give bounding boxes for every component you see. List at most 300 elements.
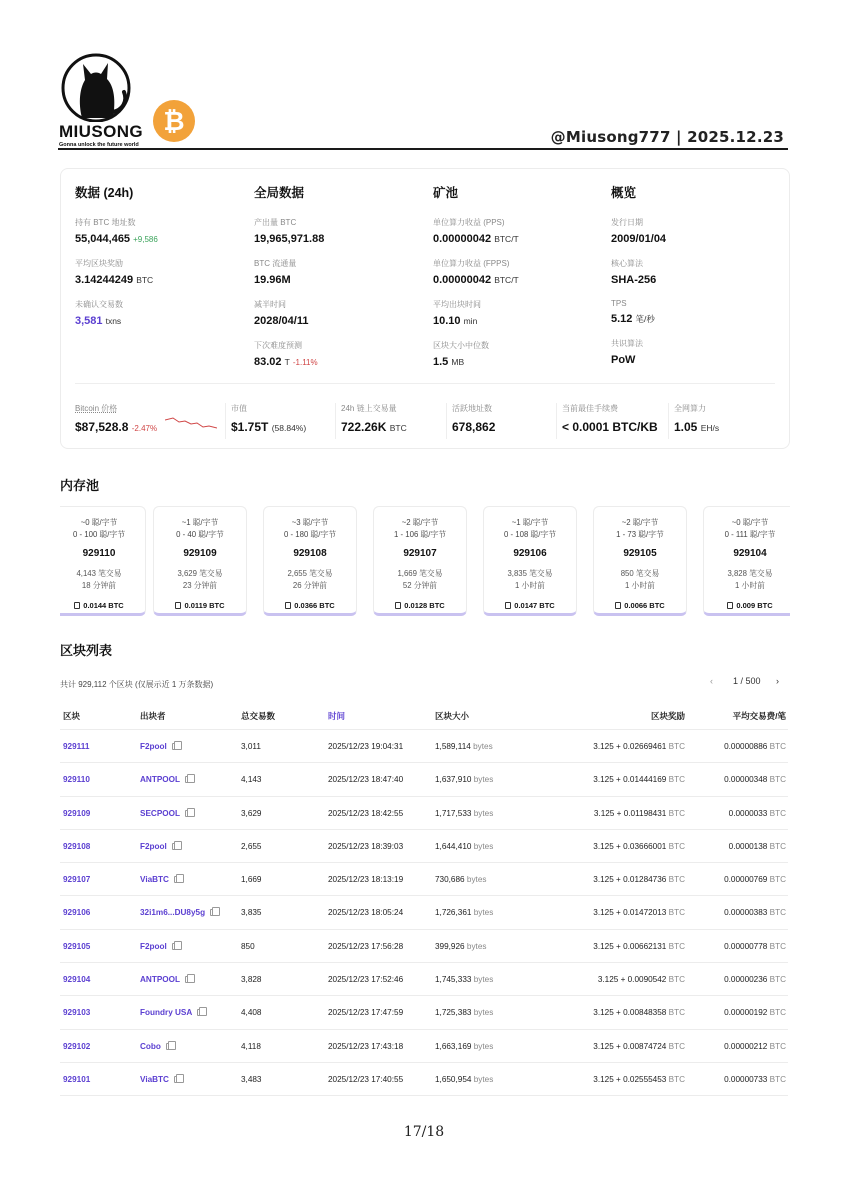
miner-cell[interactable] (140, 842, 178, 851)
miner-link[interactable]: F2pool (140, 841, 167, 851)
stat-tps (611, 299, 781, 325)
header-time[interactable]: 时间 (328, 711, 346, 721)
size-value: 399,926 (435, 941, 465, 951)
stat-label: Bitcoin 价格 (75, 404, 118, 413)
avg-fee-cell (724, 775, 786, 784)
header-miner[interactable]: 出块者 (140, 711, 166, 721)
reward-cell (594, 809, 685, 818)
stats-column-24h (75, 183, 245, 340)
stat-value (75, 274, 245, 286)
time-cell: 2025/12/23 17:40:55 (328, 1074, 404, 1084)
time-cell: 2025/12/23 18:47:40 (328, 775, 404, 785)
avg-fee-unit: BTC (769, 975, 786, 985)
block-fee-btc: 0.009 BTC (736, 601, 773, 610)
copy-icon[interactable] (174, 876, 180, 883)
miner-cell[interactable] (140, 1075, 180, 1084)
stat-value (254, 356, 424, 368)
size-value: 1,663,169 (435, 1041, 472, 1051)
block-time-ago: 1 小时前 (735, 581, 765, 590)
block-fee-range: 0 - 108 聪/字节 (504, 530, 556, 539)
size-unit: bytes (473, 841, 494, 851)
miner-link[interactable]: ANTPOOL (140, 975, 181, 985)
stat-fpps (433, 258, 603, 286)
table-header (60, 700, 788, 730)
avg-fee-unit: BTC (769, 941, 786, 951)
stat-delta-up: +9,586 (133, 235, 158, 244)
avg-fee-value: 0.00000778 (724, 941, 768, 951)
block-tx-count: 3,629 笔交易 (177, 569, 223, 578)
header-block[interactable]: 区块 (63, 711, 81, 721)
reward-value: 3.125 + 0.00848358 (593, 1008, 667, 1018)
stat-value (611, 313, 781, 325)
table-row[interactable] (60, 763, 788, 796)
reward-unit: BTC (668, 875, 685, 885)
size-value: 1,745,333 (435, 975, 472, 985)
reward-unit: BTC (668, 1008, 685, 1018)
stat-label: 核心算法 (611, 259, 643, 268)
column-title: 矿池 (433, 186, 459, 200)
stat-number: 10.10 (433, 315, 461, 327)
reward-unit: BTC (668, 841, 685, 851)
reward-cell (593, 942, 685, 951)
stat-value: 19,965,971.88 (254, 233, 325, 245)
page-number: 17/18 (403, 1124, 445, 1140)
copy-icon[interactable] (174, 1076, 180, 1083)
header-avg-fee[interactable]: 平均交易费/笔 (732, 711, 786, 721)
copy-icon[interactable] (197, 1009, 203, 1016)
pagination-next-button[interactable]: › (776, 676, 779, 686)
size-cell (435, 809, 493, 818)
time-cell: 2025/12/23 17:47:59 (328, 1008, 404, 1018)
avg-fee-cell (724, 908, 786, 917)
mempool-block-card[interactable] (703, 506, 790, 616)
table-row[interactable] (60, 963, 788, 996)
tx-count-cell: 2,655 (241, 841, 262, 851)
stat-label: 下次难度预测 (254, 341, 302, 350)
block-total-fee (60, 601, 145, 610)
block-height-link[interactable]: 929102 (63, 1041, 91, 1051)
block-height-link[interactable]: 929109 (63, 808, 91, 818)
stat-number: $87,528.8 (75, 420, 129, 434)
miner-cell[interactable] (140, 1042, 172, 1051)
reward-unit: BTC (668, 742, 685, 751)
stat-btc-produced (254, 217, 424, 245)
best-fee (556, 403, 668, 439)
stat-delta-down: -2.47% (131, 424, 158, 433)
avg-fee-unit: BTC (769, 808, 786, 818)
time-cell: 2025/12/23 18:42:55 (328, 808, 404, 818)
header-size[interactable]: 区块大小 (435, 711, 470, 721)
column-title: 数据 (24h) (75, 186, 134, 200)
tx-count-cell: 3,828 (241, 975, 262, 985)
block-height-link[interactable]: 929110 (63, 775, 90, 785)
avg-fee-cell (729, 842, 786, 851)
avg-fee-cell (724, 1075, 786, 1084)
copy-icon[interactable] (210, 909, 216, 916)
avg-fee-value: 0.00000733 (724, 1074, 768, 1084)
stat-number: 0.00000042 (433, 274, 492, 286)
blocklist-title: 区块列表 (60, 643, 113, 658)
cat-logo-icon (58, 52, 136, 122)
reward-cell (598, 975, 685, 984)
stat-number: $1.75T (231, 420, 269, 434)
size-cell (435, 908, 493, 917)
time-cell: 2025/12/23 17:43:18 (328, 1041, 404, 1051)
block-total-fee (594, 601, 686, 610)
mempool-block-card[interactable] (373, 506, 467, 616)
stat-number: 1.5 (433, 356, 449, 368)
stat-delta-down: -1.11% (292, 358, 318, 367)
mempool-block-card[interactable] (153, 506, 247, 616)
miner-link[interactable]: ViaBTC (140, 875, 169, 885)
miner-link[interactable]: Cobo (140, 1041, 161, 1051)
tx-count-cell: 3,483 (241, 1074, 262, 1084)
mempool-title: 内存池 (60, 478, 100, 493)
size-unit: bytes (473, 908, 494, 918)
block-height-link[interactable]: 929108 (63, 841, 91, 851)
size-unit: bytes (473, 1074, 494, 1084)
block-fee-range: 0 - 100 聪/字节 (73, 530, 125, 539)
reward-cell (593, 1075, 685, 1084)
network-hashrate (668, 403, 773, 439)
header-reward[interactable]: 区块奖励 (650, 711, 685, 721)
size-cell (435, 1042, 493, 1051)
size-value: 1,726,361 (435, 908, 472, 918)
column-title: 概览 (611, 186, 637, 200)
block-fee-btc: 0.0147 BTC (514, 601, 555, 610)
stat-label: 24h 链上交易量 (341, 404, 397, 413)
stat-value (75, 233, 245, 245)
stat-unit: (58.84%) (271, 423, 307, 433)
avg-fee-cell (724, 875, 786, 884)
table-row[interactable] (60, 797, 788, 830)
stat-label: 当前最佳手续费 (562, 404, 618, 413)
size-cell (435, 742, 493, 751)
stat-number: 0.00000042 (433, 233, 492, 245)
tx-count-cell: 4,143 (241, 775, 262, 785)
table-row[interactable] (60, 896, 788, 929)
block-tx-count: 850 笔交易 (620, 569, 660, 578)
stat-unit: txns (105, 316, 122, 326)
mempool-block-card[interactable] (483, 506, 577, 616)
block-total-fee (704, 601, 790, 610)
block-fee: ~1 聪/字节 (181, 518, 219, 527)
reward-unit: BTC (668, 808, 685, 818)
miner-cell[interactable] (140, 742, 178, 751)
block-height-link[interactable]: 929103 (63, 1008, 91, 1018)
avg-fee-value: 0.00000236 (724, 975, 768, 985)
stat-value (433, 356, 603, 368)
reward-cell (593, 775, 685, 784)
size-unit: bytes (466, 941, 487, 951)
block-time-ago: 23 分钟前 (182, 581, 218, 590)
miner-cell[interactable] (140, 975, 191, 984)
mempool-block-card[interactable] (60, 506, 146, 616)
block-fee-btc: 0.0066 BTC (624, 601, 665, 610)
avg-fee-value: 0.00000212 (724, 1041, 768, 1051)
miner-link[interactable]: F2pool (140, 742, 167, 751)
bitcoin-icon: ₿ (153, 100, 195, 142)
block-fee: ~0 聪/字节 (80, 518, 118, 527)
block-total-fee (264, 601, 356, 610)
miusong-logo (58, 52, 144, 148)
miner-cell[interactable] (140, 875, 180, 884)
block-table (60, 700, 788, 1096)
avg-fee-value: 0.0000033 (728, 808, 768, 818)
stat-number: 5.12 (611, 313, 633, 325)
avg-fee-cell (724, 1008, 786, 1017)
size-unit: bytes (473, 975, 494, 985)
copy-icon[interactable] (172, 943, 178, 950)
pagination-prev-button[interactable]: ‹ (710, 676, 713, 686)
reward-unit: BTC (668, 1041, 685, 1051)
miner-link[interactable]: SECPOOL (140, 808, 181, 818)
block-fee-btc: 0.0128 BTC (404, 601, 445, 610)
stat-label: 减半时间 (254, 300, 286, 309)
block-fee-range: 1 - 106 聪/字节 (394, 530, 446, 539)
mempool-block-card[interactable] (263, 506, 357, 616)
avg-fee-unit: BTC (769, 1008, 786, 1018)
stat-core-algorithm (611, 258, 781, 286)
size-cell (435, 975, 493, 984)
miner-cell[interactable] (140, 1008, 203, 1017)
stat-pps (433, 217, 603, 245)
avg-fee-cell (729, 809, 786, 818)
stat-value (341, 420, 445, 434)
avg-fee-value: 0.00000383 (724, 908, 768, 918)
block-tx-count: 3,835 笔交易 (507, 569, 553, 578)
table-body (60, 730, 788, 1096)
stat-halving-date (254, 299, 424, 327)
logo-text: MIUSONG (59, 122, 144, 141)
avg-fee-unit: BTC (769, 1074, 786, 1084)
miner-cell[interactable] (140, 809, 191, 818)
stat-label: 市值 (231, 404, 247, 413)
block-height: 929109 (183, 548, 217, 559)
size-value: 730,686 (435, 875, 465, 885)
reward-cell (593, 842, 685, 851)
stat-value (433, 315, 603, 327)
block-height: 929110 (82, 548, 116, 559)
table-row[interactable] (60, 830, 788, 863)
stat-value: 19.96M (254, 274, 291, 286)
document-icon (175, 602, 181, 609)
stat-unit: BTC/T (494, 275, 519, 285)
block-time-ago: 52 分钟前 (402, 581, 438, 590)
avg-fee-value: 0.00000348 (724, 775, 768, 785)
copy-icon[interactable] (185, 776, 191, 783)
stat-label: 活跃地址数 (452, 404, 492, 413)
block-tx-count: 3,828 笔交易 (727, 569, 773, 578)
stat-label: 产出量 BTC (254, 218, 297, 227)
reward-cell (593, 1008, 685, 1017)
stat-value (433, 274, 603, 286)
table-row[interactable] (60, 863, 788, 896)
size-cell (435, 775, 493, 784)
block-tx-count: 1,669 笔交易 (397, 569, 443, 578)
stats-column-global (254, 183, 424, 381)
block-fee-range: 1 - 73 聪/字节 (616, 530, 664, 539)
size-cell (435, 1008, 493, 1017)
block-fee-range: 0 - 111 聪/字节 (724, 530, 776, 539)
size-value: 1,644,410 (435, 841, 472, 851)
stat-label: 平均区块奖励 (75, 259, 123, 268)
size-unit: bytes (466, 875, 487, 885)
block-height: 929104 (733, 548, 767, 559)
reward-value: 3.125 + 0.02669461 (593, 742, 667, 751)
avg-fee-value: 0.00000769 (724, 875, 768, 885)
avg-fee-unit: BTC (769, 841, 786, 851)
avg-fee-value: 0.00000192 (724, 1008, 768, 1018)
stat-btc-circulation (254, 258, 424, 286)
block-total-fee (154, 601, 246, 610)
reward-cell (593, 1042, 685, 1051)
size-unit: bytes (473, 1041, 494, 1051)
size-value: 1,589,114 (435, 742, 471, 751)
miner-link[interactable]: F2pool (140, 941, 167, 951)
copy-icon[interactable] (172, 843, 178, 850)
avg-fee-unit: BTC (769, 908, 786, 918)
stat-value[interactable] (75, 315, 245, 327)
miner-cell[interactable] (140, 942, 178, 951)
block-height-link[interactable]: 929105 (63, 941, 91, 951)
size-unit: bytes (473, 1008, 494, 1018)
stat-btc-holding-addresses (75, 217, 245, 245)
tx-count-cell: 1,669 (241, 875, 262, 885)
reward-value: 3.125 + 0.01444169 (593, 775, 667, 785)
stat-number: 55,044,465 (75, 233, 131, 245)
time-cell: 2025/12/23 17:56:28 (328, 941, 404, 951)
block-time-ago: 26 分钟前 (292, 581, 328, 590)
block-total-fee (484, 601, 576, 610)
block-height-link[interactable]: 929101 (63, 1074, 91, 1084)
unconfirmed-txs-link[interactable]: 3,581 (75, 315, 103, 327)
stat-unit: T (284, 357, 290, 367)
stat-label: 未确认交易数 (75, 300, 123, 309)
miner-link[interactable]: ViaBTC (140, 1074, 169, 1084)
stat-number: 3.14244249 (75, 274, 134, 286)
table-row[interactable] (60, 730, 788, 763)
btc-price (75, 403, 225, 439)
page-header (58, 46, 788, 150)
time-cell: 2025/12/23 17:52:46 (328, 975, 404, 985)
miner-cell[interactable] (140, 775, 191, 784)
avg-fee-value: 0.00000886 (724, 742, 768, 751)
block-height: 929107 (403, 548, 437, 559)
size-value: 1,717,533 (435, 808, 472, 818)
stat-label: 共识算法 (611, 339, 643, 348)
block-height: 929105 (623, 548, 657, 559)
table-row[interactable] (60, 1063, 788, 1096)
block-fee-btc: 0.0366 BTC (294, 601, 335, 610)
tx-count-cell: 4,118 (241, 1041, 261, 1051)
stat-label: TPS (611, 299, 627, 308)
avg-fee-cell (724, 975, 786, 984)
block-height: 929106 (513, 548, 547, 559)
table-row[interactable] (60, 1030, 788, 1063)
onchain-volume-24h (335, 403, 445, 439)
stat-unconfirmed-txs[interactable] (75, 299, 245, 327)
miner-link[interactable]: ANTPOOL (140, 775, 181, 785)
mempool-blocks (60, 506, 790, 618)
block-time-ago: 1 小时前 (515, 581, 545, 590)
block-fee: ~2 聪/字节 (621, 518, 659, 527)
reward-value: 3.125 + 0.01284736 (593, 875, 667, 885)
table-row[interactable] (60, 996, 788, 1029)
copy-icon[interactable] (185, 976, 191, 983)
price-sparkline (165, 416, 217, 430)
stat-unit: BTC/T (494, 234, 519, 244)
stat-unit: EH/s (700, 423, 720, 433)
reward-cell (593, 742, 685, 751)
stat-unit: 笔/秒 (635, 314, 655, 324)
reward-unit: BTC (668, 941, 685, 951)
block-time-ago: 1 小时前 (625, 581, 655, 590)
size-value: 1,650,954 (435, 1074, 472, 1084)
copy-icon[interactable] (166, 1043, 172, 1050)
tx-count-cell: 4,408 (241, 1008, 262, 1018)
block-height-link[interactable]: 929106 (63, 908, 91, 918)
block-fee: ~2 聪/字节 (401, 518, 439, 527)
block-total-fee (374, 601, 466, 610)
stat-value: SHA-256 (611, 274, 657, 286)
block-height-link[interactable]: 929107 (63, 875, 91, 885)
stat-median-block-size (433, 340, 603, 368)
size-cell (435, 1075, 493, 1084)
mempool-block-card[interactable] (593, 506, 687, 616)
copy-icon[interactable] (172, 743, 178, 750)
block-fee-range: 0 - 40 聪/字节 (176, 530, 224, 539)
size-value: 1,725,383 (435, 1008, 472, 1018)
time-cell: 2025/12/23 18:13:19 (328, 875, 404, 885)
size-unit: bytes (473, 742, 493, 751)
document-icon (615, 602, 621, 609)
avg-fee-cell (724, 942, 786, 951)
avg-fee-value: 0.0000138 (728, 841, 768, 851)
market-summary-row (75, 403, 775, 439)
table-row[interactable] (60, 930, 788, 963)
block-fee: ~0 聪/字节 (731, 518, 769, 527)
block-height-link[interactable]: 929104 (63, 975, 91, 985)
reward-cell (593, 908, 685, 917)
header-tx-count[interactable]: 总交易数 (241, 711, 276, 721)
stat-consensus (611, 338, 781, 366)
copy-icon[interactable] (185, 810, 191, 817)
size-unit: bytes (473, 775, 494, 785)
block-height-link[interactable]: 929111 (63, 742, 90, 751)
block-fee-range: 0 - 180 聪/字节 (284, 530, 336, 539)
document-icon (727, 602, 733, 609)
reward-unit: BTC (668, 775, 685, 785)
miner-link[interactable]: 32i1m6...DU8y5g (140, 908, 206, 918)
reward-unit: BTC (668, 1074, 685, 1084)
tx-count-cell: 3,835 (241, 908, 262, 918)
block-fee: ~1 聪/字节 (511, 518, 549, 527)
miner-link[interactable]: Foundry USA (140, 1008, 193, 1018)
miner-cell[interactable] (140, 908, 216, 917)
block-tx-count: 2,655 笔交易 (287, 569, 333, 578)
document-icon (285, 602, 291, 609)
stat-value (674, 420, 773, 434)
time-cell: 2025/12/23 18:05:24 (328, 908, 404, 918)
reward-value: 3.125 + 0.02555453 (593, 1074, 667, 1084)
stat-value: PoW (611, 354, 636, 366)
stat-label: BTC 流通量 (254, 259, 297, 268)
time-cell: 2025/12/23 18:39:03 (328, 841, 404, 851)
stat-value: 678,862 (452, 420, 496, 434)
stat-avg-block-reward (75, 258, 245, 286)
document-icon (505, 602, 511, 609)
